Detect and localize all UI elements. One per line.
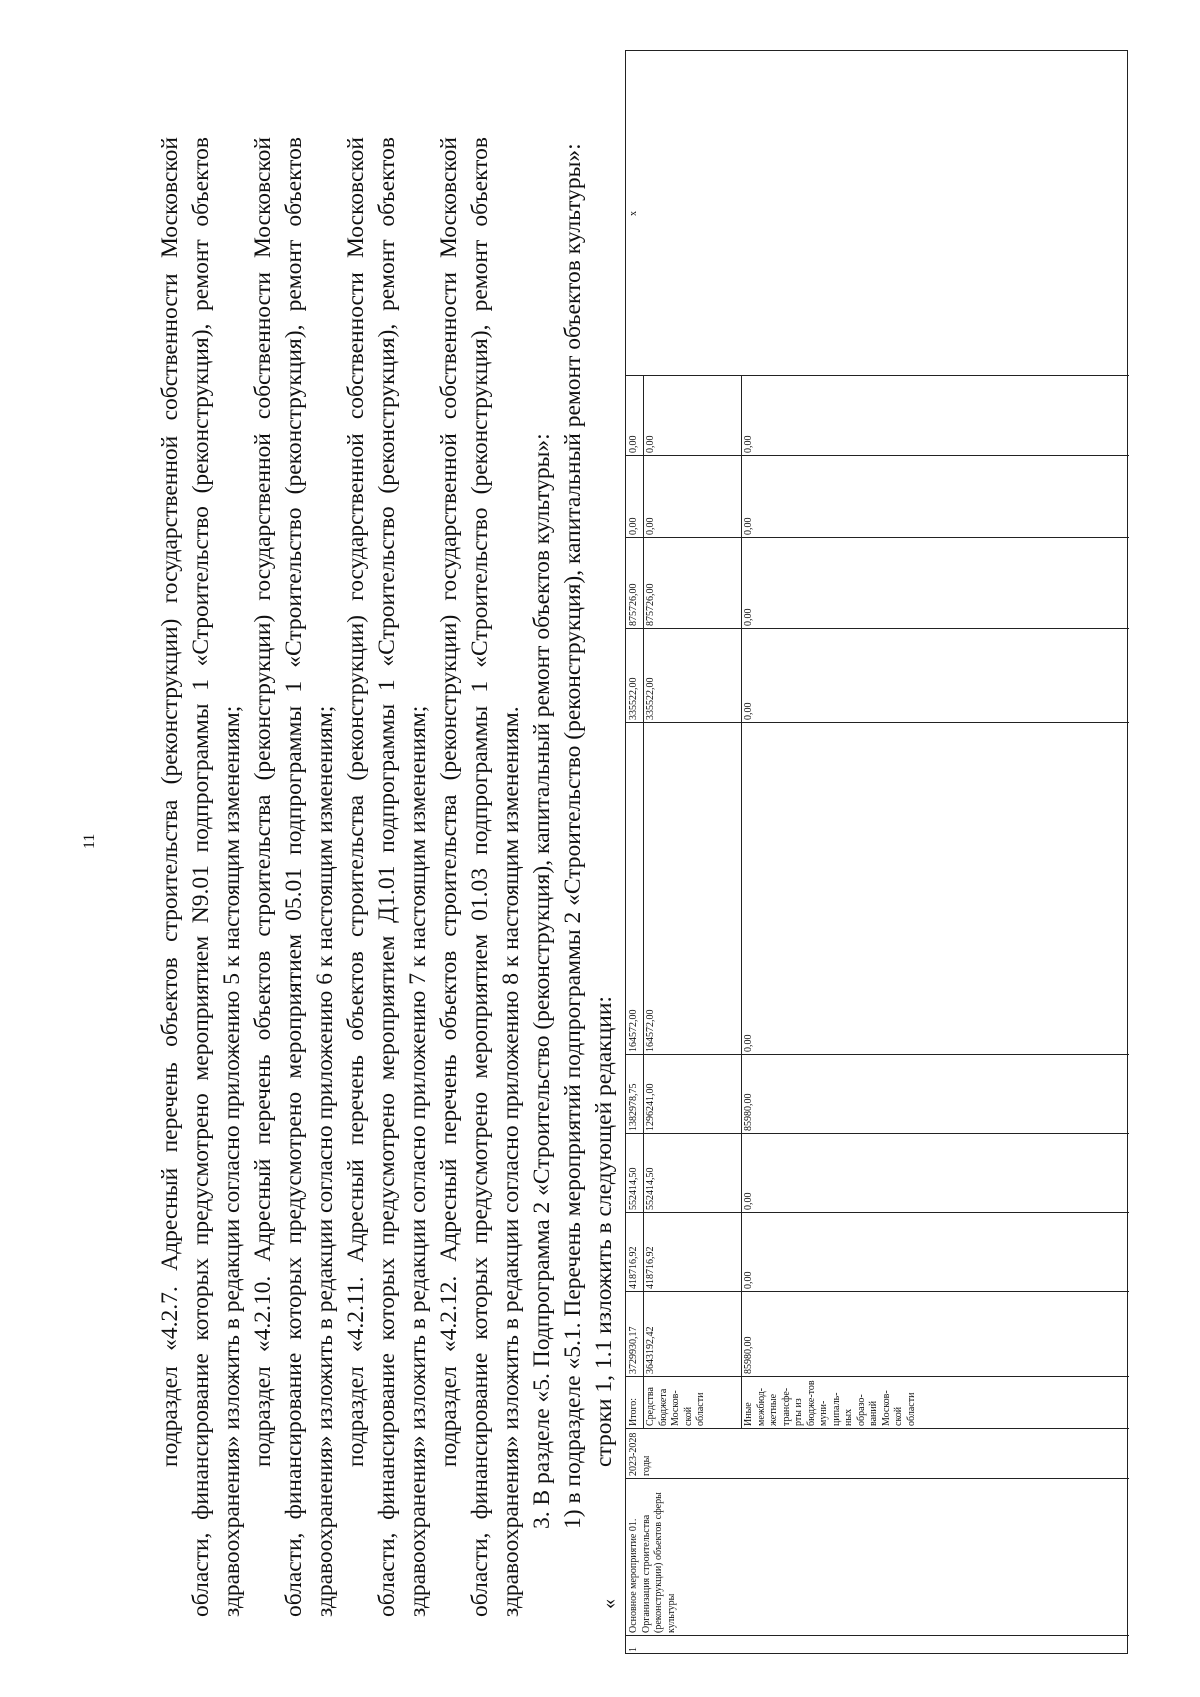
- paragraph-rows-instruction: строки 1, 1.1 изложить в следующей редакции:: [591, 996, 617, 1467]
- value-cell: 1382978,75: [628, 1083, 639, 1131]
- source-interbudget-transfers: Иные межбюд-жетные трансфе-рты из бюдже-тов муни-ципаль-ных образо-ваний Москов-ской области: [743, 1380, 917, 1426]
- value-cell: 0,00: [743, 702, 754, 720]
- measures-table: [625, 50, 1128, 1654]
- paragraph-section-5: 3. В разделе «5. Подпрограмма 2 «Строительство (реконструкция), капитальный ремонт объектов культуры»:: [529, 433, 555, 1529]
- value-cell: 875726,00: [645, 583, 656, 626]
- value-cell: 85980,00: [743, 1336, 754, 1374]
- paragraph-4-2-12: подраздел «4.2.12. Адресный перечень объектов строительства (реконструкции) государственной собственности Московской области, финансирование которых предусмотрено мероприятием 01.03 подпрограммы 1 «Строительство (реконструкция), ремонт объектов здравоохранения» изложить в редакции согласно приложению 8 к настоящим изменениям.: [436, 137, 524, 1617]
- value-cell: 0,00: [645, 435, 656, 453]
- value-cell: 164572,00: [628, 1009, 639, 1052]
- value-cell: 3729930,17: [628, 1326, 639, 1374]
- value-cell: 418716,92: [628, 1246, 639, 1289]
- value-cell: 335522,00: [628, 677, 639, 720]
- value-cell: 418716,92: [645, 1246, 656, 1289]
- value-cell: 0,00: [743, 1034, 754, 1052]
- value-cell: 0,00: [743, 1271, 754, 1289]
- value-cell: 0,00: [743, 608, 754, 626]
- source-regional-budget: Средства бюджета Москов-ской области: [645, 1387, 706, 1426]
- value-cell: 552414,50: [645, 1167, 656, 1210]
- page-number: 11: [81, 833, 98, 849]
- value-cell: 0,00: [743, 517, 754, 535]
- period-cell: 2023-2028 годы: [628, 1432, 652, 1476]
- value-cell: 85980,00: [743, 1093, 754, 1131]
- body-text: [155, 137, 620, 1617]
- value-cell: 0,00: [645, 517, 656, 535]
- paragraph-4-2-10: подраздел «4.2.10. Адресный перечень объектов строительства (реконструкции) государственной собственности Московской области, финансирование которых предусмотрено мероприятием 05.01 подпрограммы 1 «Строительство (реконструкция), ремонт объектов здравоохранения» изложить в редакции согласно приложению 6 к настоящим изменениям;: [250, 137, 338, 1617]
- paragraph-4-2-11: подраздел «4.2.11. Адресный перечень объектов строительства (реконструкции) государственной собственности Московской области, финансирование которых предусмотрено мероприятием Д1.01 подпрограммы 1 «Строительство (реконструкция), ремонт объектов здравоохранения» изложить в редакции согласно приложению 7 к настоящим изменениям;: [343, 137, 431, 1617]
- source-total: Итого:: [628, 1397, 639, 1426]
- last-column-marker: х: [628, 211, 639, 216]
- row-number-cell: 1: [628, 1647, 639, 1652]
- value-cell: 552414,50: [628, 1167, 639, 1210]
- value-cell: 0,00: [743, 435, 754, 453]
- value-cell: 164572,00: [645, 1009, 656, 1052]
- value-cell: 875726,00: [628, 583, 639, 626]
- paragraph-subsection-5-1: 1) в подразделе «5.1. Перечень мероприятий подпрограммы 2 «Строительство (реконструкция), капитальный ремонт объектов культуры»:: [560, 143, 586, 1529]
- value-cell: 0,00: [743, 1192, 754, 1210]
- measure-name-cell: Основное мероприятие 01. Организация строительства (реконструкции) объектов сферы культуры: [628, 1492, 677, 1633]
- value-cell: 0,00: [628, 435, 639, 453]
- value-cell: 1296241,00: [645, 1083, 656, 1131]
- value-cell: 3643192,42: [645, 1326, 656, 1374]
- paragraph-4-2-7: подраздел «4.2.7. Адресный перечень объектов строительства (реконструкции) государственной собственности Московской области, финансирование которых предусмотрено мероприятием N9.01 подпрограммы 1 «Строительство (реконструкция), ремонт объектов здравоохранения» изложить в редакции согласно приложению 5 к настоящим изменениям;: [157, 137, 245, 1617]
- value-cell: 0,00: [628, 517, 639, 535]
- value-cell: 335522,00: [645, 677, 656, 720]
- opening-quote: «: [598, 1599, 620, 1609]
